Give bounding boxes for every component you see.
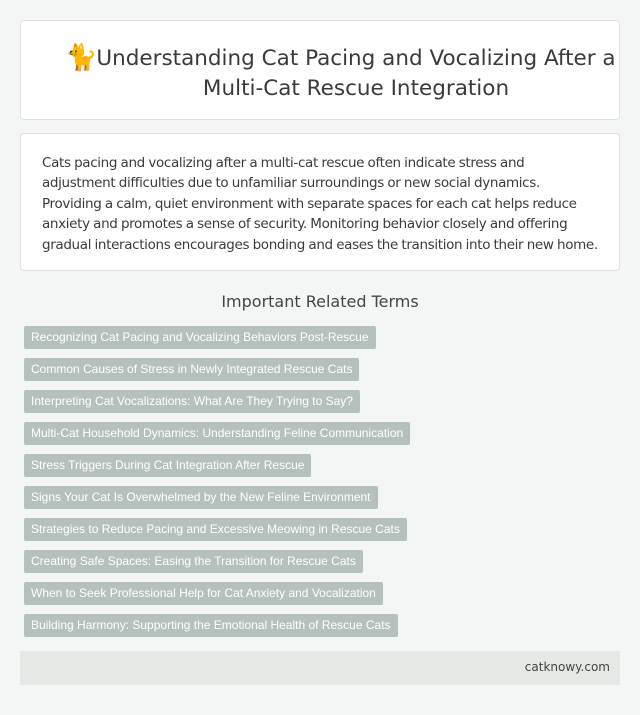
related-terms-heading: Important Related Terms [221,292,419,311]
related-term-link[interactable]: Signs Your Cat Is Overwhelmed by the New Feline Environment [24,486,378,509]
related-term-link[interactable]: When to Seek Professional Help for Cat Anxiety and Vocalization [24,582,383,605]
related-term-link[interactable]: Recognizing Cat Pacing and Vocalizing Behaviors Post-Rescue [24,326,376,349]
related-term-link[interactable]: Multi-Cat Household Dynamics: Understanding Feline Communication [24,422,410,445]
cat-face-icon: 🐈 [65,43,98,73]
page-title: Understanding Cat Pacing and Vocalizing After a Multi-Cat Rescue Integration [96,46,616,101]
related-term-link[interactable]: Strategies to Reduce Pacing and Excessive Meowing in Rescue Cats [24,518,407,541]
related-term-link[interactable]: Common Causes of Stress in Newly Integrated Rescue Cats [24,358,359,381]
summary-text: Cats pacing and vocalizing after a multi-cat rescue often indicate stress and adjustment difficulties due to unfamiliar surroundings or new social dynamics. Providing a calm, quiet environment with separate spaces for each cat helps reduce anxiety and promotes a sense of security. Monitoring behavior closely and offering gradual interactions encourages bonding and eases the transition into their new home. [42,155,598,253]
related-term-link[interactable]: Creating Safe Spaces: Easing the Transition for Rescue Cats [24,550,363,573]
footer [20,651,620,685]
related-term-link[interactable]: Stress Triggers During Cat Integration After Rescue [24,454,311,477]
related-term-link[interactable]: Interpreting Cat Vocalizations: What Are They Trying to Say? [24,390,360,413]
related-term-link[interactable]: Building Harmony: Supporting the Emotional Health of Rescue Cats [24,614,398,637]
summary-card [20,133,620,271]
title-card [20,20,620,120]
footer-site-link[interactable]: catknowy.com [524,660,610,674]
